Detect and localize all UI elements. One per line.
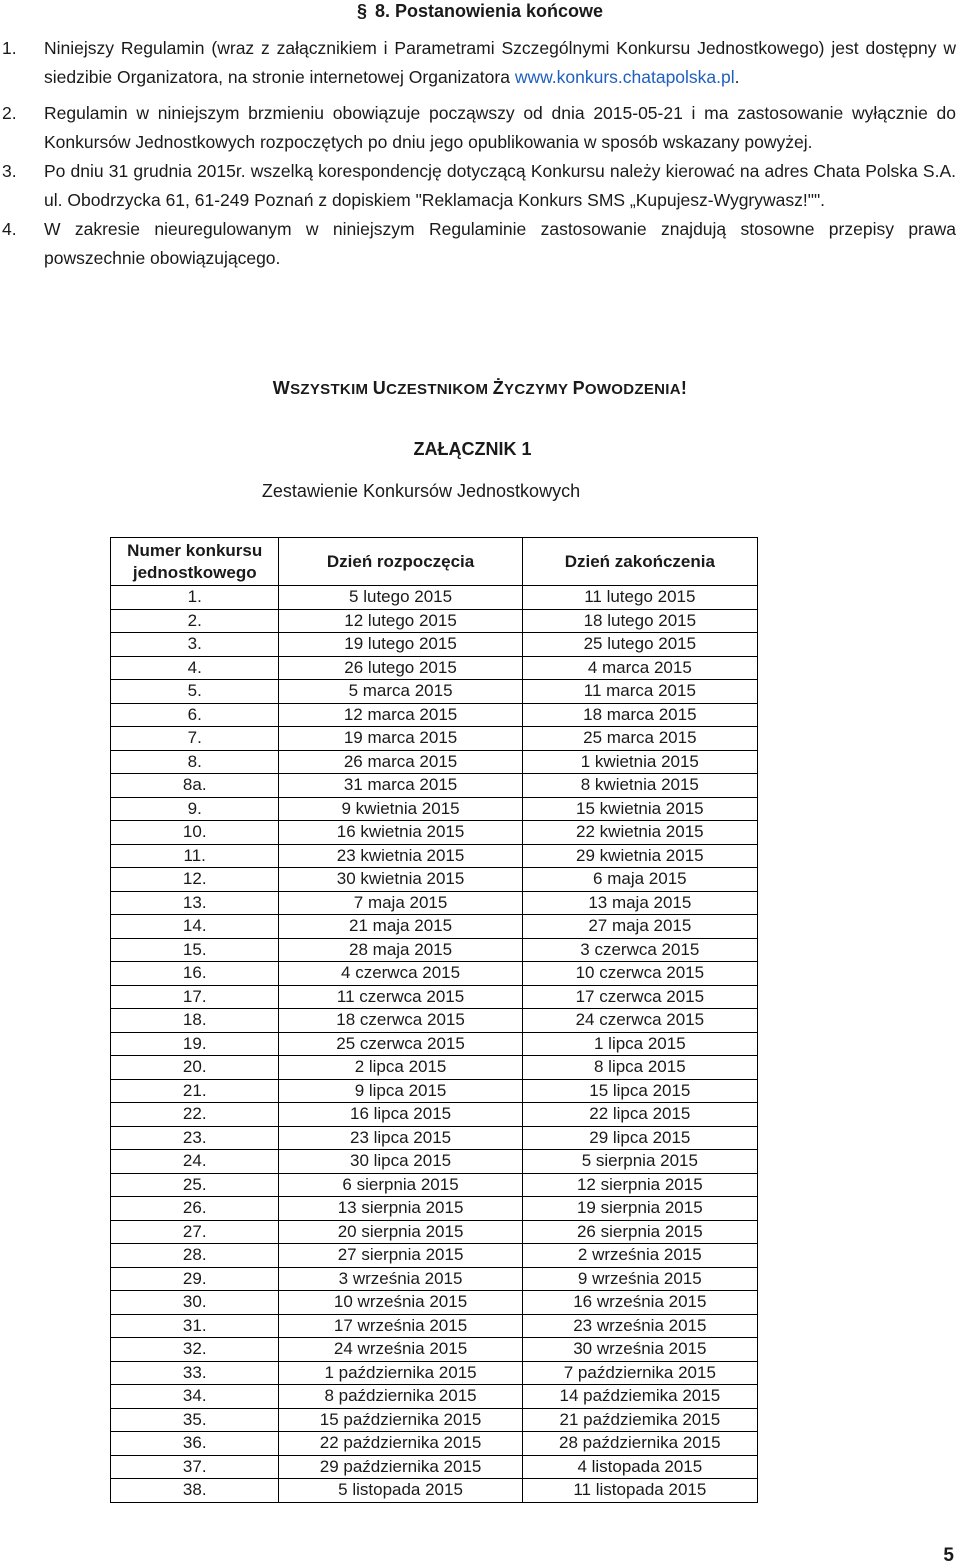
cell-start-date: 19 lutego 2015: [279, 633, 522, 657]
cell-end-date: 19 sierpnia 2015: [522, 1197, 757, 1221]
cell-end-date: 5 sierpnia 2015: [522, 1150, 757, 1174]
cell-start-date: 24 września 2015: [279, 1338, 522, 1362]
cell-contest-number: 10.: [111, 821, 279, 845]
cell-end-date: 29 lipca 2015: [522, 1126, 757, 1150]
section-heading: [0, 0, 960, 22]
cell-start-date: 3 września 2015: [279, 1267, 522, 1291]
wish-small: CZESTNIKOM: [386, 381, 493, 398]
rule-item-2: [0, 99, 960, 157]
cell-contest-number: 32.: [111, 1338, 279, 1362]
table-row: [111, 821, 758, 845]
cell-contest-number: 38.: [111, 1479, 279, 1503]
cell-start-date: 21 maja 2015: [279, 915, 522, 939]
cell-start-date: 4 czerwca 2015: [279, 962, 522, 986]
table-row: [111, 680, 758, 704]
cell-start-date: 8 października 2015: [279, 1385, 522, 1409]
cell-start-date: 5 lutego 2015: [279, 586, 522, 610]
cell-start-date: 2 lipca 2015: [279, 1056, 522, 1080]
table-row: [111, 1197, 758, 1221]
cell-start-date: 30 lipca 2015: [279, 1150, 522, 1174]
wish-cap: Ż: [492, 378, 505, 398]
cell-start-date: 1 października 2015: [279, 1361, 522, 1385]
table-row: [111, 985, 758, 1009]
cell-end-date: 29 kwietnia 2015: [522, 844, 757, 868]
cell-contest-number: 7.: [111, 727, 279, 751]
table-row: [111, 1244, 758, 1268]
table-row: [111, 1009, 758, 1033]
rule-text-end: .: [734, 67, 740, 87]
table-row: [111, 938, 758, 962]
cell-contest-number: 15.: [111, 938, 279, 962]
cell-end-date: 27 maja 2015: [522, 915, 757, 939]
cell-contest-number: 30.: [111, 1291, 279, 1315]
cell-contest-number: 29.: [111, 1267, 279, 1291]
table-row: [111, 868, 758, 892]
cell-start-date: 18 czerwca 2015: [279, 1009, 522, 1033]
cell-contest-number: 27.: [111, 1220, 279, 1244]
cell-end-date: 21 paździemika 2015: [522, 1408, 757, 1432]
cell-contest-number: 13.: [111, 891, 279, 915]
rule-text: Niniejszy Regulamin (wraz z załącznikiem i Parametrami Szczególnymi Konkursu Jednostkowego) jest dostępny w siedzibie Organizatora, na stronie internetowej Organizatora: [44, 38, 956, 87]
cell-start-date: 30 kwietnia 2015: [279, 868, 522, 892]
cell-start-date: 5 marca 2015: [279, 680, 522, 704]
cell-end-date: 3 czerwca 2015: [522, 938, 757, 962]
annex-subtitle: Zestawienie Konkursów Jednostkowych: [261, 481, 581, 501]
rule-text: Regulamin w niniejszym brzmieniu obowiązuje począwszy od dnia 2015-05-21 i ma zastosowanie wyłącznie do Konkursów Jednostkowych rozpoczętych po dniu jego opublikowania w sposób wskazany powyżej.: [44, 103, 956, 152]
cell-contest-number: 14.: [111, 915, 279, 939]
cell-end-date: 6 maja 2015: [522, 868, 757, 892]
cell-contest-number: 12.: [111, 868, 279, 892]
cell-contest-number: 2.: [111, 609, 279, 633]
table-row: [111, 1479, 758, 1503]
cell-end-date: 25 lutego 2015: [522, 633, 757, 657]
table-row: [111, 1291, 758, 1315]
cell-start-date: 12 marca 2015: [279, 703, 522, 727]
cell-end-date: 18 lutego 2015: [522, 609, 757, 633]
cell-contest-number: 31.: [111, 1314, 279, 1338]
cell-start-date: 31 marca 2015: [279, 774, 522, 798]
table-row: [111, 656, 758, 680]
cell-start-date: 26 lutego 2015: [279, 656, 522, 680]
table-row: [111, 1361, 758, 1385]
cell-start-date: 7 maja 2015: [279, 891, 522, 915]
table-row: [111, 1220, 758, 1244]
cell-contest-number: 11.: [111, 844, 279, 868]
table-body: [111, 586, 758, 1503]
table-row: [111, 1173, 758, 1197]
table-row: [111, 891, 758, 915]
cell-start-date: 12 lutego 2015: [279, 609, 522, 633]
cell-end-date: 18 marca 2015: [522, 703, 757, 727]
cell-start-date: 11 czerwca 2015: [279, 985, 522, 1009]
table-row: [111, 774, 758, 798]
cell-contest-number: 8a.: [111, 774, 279, 798]
cell-start-date: 23 lipca 2015: [279, 1126, 522, 1150]
cell-contest-number: 25.: [111, 1173, 279, 1197]
table-row: [111, 1032, 758, 1056]
table-row: [111, 1338, 758, 1362]
table-header-row: [111, 538, 758, 586]
wish-cap: W: [272, 378, 291, 398]
table-row: [111, 1056, 758, 1080]
table-row: [111, 1314, 758, 1338]
cell-end-date: 4 marca 2015: [522, 656, 757, 680]
table-row: [111, 1385, 758, 1409]
cell-end-date: 24 czerwca 2015: [522, 1009, 757, 1033]
cell-end-date: 8 kwietnia 2015: [522, 774, 757, 798]
table-row: [111, 609, 758, 633]
rule-number: 2.: [2, 103, 17, 123]
cell-end-date: 2 września 2015: [522, 1244, 757, 1268]
cell-contest-number: 3.: [111, 633, 279, 657]
cell-end-date: 1 lipca 2015: [522, 1032, 757, 1056]
cell-end-date: 30 września 2015: [522, 1338, 757, 1362]
rule-text: W zakresie nieuregulowanym w niniejszym Regulaminie zastosowanie znajdują stosowne przepisy prawa powszechnie obowiązującego.: [44, 219, 956, 268]
cell-start-date: 29 października 2015: [279, 1455, 522, 1479]
rules-list: [0, 34, 960, 273]
cell-contest-number: 20.: [111, 1056, 279, 1080]
cell-end-date: 10 czerwca 2015: [522, 962, 757, 986]
rule-number: 4.: [2, 219, 17, 239]
cell-contest-number: 33.: [111, 1361, 279, 1385]
wish-small: OWODZENIA: [584, 381, 681, 398]
cell-start-date: 17 września 2015: [279, 1314, 522, 1338]
cell-start-date: 6 sierpnia 2015: [279, 1173, 522, 1197]
cell-end-date: 9 września 2015: [522, 1267, 757, 1291]
cell-contest-number: 28.: [111, 1244, 279, 1268]
cell-end-date: 13 maja 2015: [522, 891, 757, 915]
cell-end-date: 8 lipca 2015: [522, 1056, 757, 1080]
header-start-date: Dzień rozpoczęcia: [279, 538, 522, 586]
cell-contest-number: 4.: [111, 656, 279, 680]
wish-cap: U: [372, 378, 387, 398]
wish-cap: P: [572, 378, 585, 398]
cell-end-date: 4 listopada 2015: [522, 1455, 757, 1479]
page-number: 5: [943, 1545, 954, 1566]
table-row: [111, 1455, 758, 1479]
cell-start-date: 22 października 2015: [279, 1432, 522, 1456]
good-luck-message: [0, 378, 960, 399]
cell-end-date: 28 października 2015: [522, 1432, 757, 1456]
cell-contest-number: 21.: [111, 1079, 279, 1103]
cell-start-date: 9 lipca 2015: [279, 1079, 522, 1103]
cell-contest-number: 6.: [111, 703, 279, 727]
header-end-date: Dzień zakończenia: [522, 538, 757, 586]
cell-contest-number: 19.: [111, 1032, 279, 1056]
table-row: [111, 633, 758, 657]
cell-contest-number: 1.: [111, 586, 279, 610]
cell-end-date: 17 czerwca 2015: [522, 985, 757, 1009]
cell-start-date: 23 kwietnia 2015: [279, 844, 522, 868]
cell-end-date: 1 kwietnia 2015: [522, 750, 757, 774]
wish-cap: !: [680, 378, 688, 398]
cell-end-date: 11 listopada 2015: [522, 1479, 757, 1503]
cell-start-date: 5 listopada 2015: [279, 1479, 522, 1503]
cell-end-date: 16 września 2015: [522, 1291, 757, 1315]
header-contest-number: Numer konkursu jednostkowego: [111, 538, 279, 586]
cell-end-date: 7 października 2015: [522, 1361, 757, 1385]
table-row: [111, 1408, 758, 1432]
cell-contest-number: 26.: [111, 1197, 279, 1221]
cell-contest-number: 34.: [111, 1385, 279, 1409]
cell-end-date: 26 sierpnia 2015: [522, 1220, 757, 1244]
cell-contest-number: 5.: [111, 680, 279, 704]
cell-end-date: 11 marca 2015: [522, 680, 757, 704]
cell-end-date: 14 paździemika 2015: [522, 1385, 757, 1409]
cell-start-date: 26 marca 2015: [279, 750, 522, 774]
cell-start-date: 10 września 2015: [279, 1291, 522, 1315]
table-row: [111, 1103, 758, 1127]
table-row: [111, 1432, 758, 1456]
rule-item-1: [0, 34, 960, 92]
table-row: [111, 844, 758, 868]
cell-contest-number: 9.: [111, 797, 279, 821]
rule-item-3: [0, 157, 960, 215]
rule-number: 3.: [2, 161, 17, 181]
cell-contest-number: 23.: [111, 1126, 279, 1150]
cell-contest-number: 17.: [111, 985, 279, 1009]
section-title: 8. Postanowienia końcowe: [374, 1, 604, 21]
wish-small: SZYSTKIM: [290, 381, 373, 398]
cell-start-date: 20 sierpnia 2015: [279, 1220, 522, 1244]
cell-start-date: 27 sierpnia 2015: [279, 1244, 522, 1268]
table-row: [111, 915, 758, 939]
table-row: [111, 797, 758, 821]
cell-start-date: 16 kwietnia 2015: [279, 821, 522, 845]
contest-schedule-table: [110, 537, 758, 1503]
cell-contest-number: 16.: [111, 962, 279, 986]
annex-title: ZAŁĄCZNIK 1: [413, 439, 532, 459]
table-row: [111, 1267, 758, 1291]
cell-contest-number: 18.: [111, 1009, 279, 1033]
cell-end-date: 22 lipca 2015: [522, 1103, 757, 1127]
cell-contest-number: 22.: [111, 1103, 279, 1127]
cell-end-date: 11 lutego 2015: [522, 586, 757, 610]
cell-contest-number: 8.: [111, 750, 279, 774]
cell-end-date: 22 kwietnia 2015: [522, 821, 757, 845]
cell-end-date: 25 marca 2015: [522, 727, 757, 751]
rule-number: 1.: [2, 38, 17, 58]
cell-end-date: 23 września 2015: [522, 1314, 757, 1338]
table-row: [111, 1126, 758, 1150]
wish-small: YCZYMY: [504, 381, 573, 398]
cell-contest-number: 37.: [111, 1455, 279, 1479]
table-row: [111, 727, 758, 751]
rule-text: Po dniu 31 grudnia 2015r. wszelką korespondencję dotyczącą Konkursu należy kierować na adres Chata Polska S.A. ul. Obodrzycka 61, 61-249 Poznań z dopiskiem "Reklamacja Konkurs SMS „Kupujesz-Wygrywasz!"".: [44, 161, 956, 210]
cell-end-date: 15 kwietnia 2015: [522, 797, 757, 821]
cell-contest-number: 36.: [111, 1432, 279, 1456]
cell-start-date: 13 sierpnia 2015: [279, 1197, 522, 1221]
cell-start-date: 19 marca 2015: [279, 727, 522, 751]
section-symbol: §: [356, 1, 367, 21]
cell-start-date: 15 października 2015: [279, 1408, 522, 1432]
table-row: [111, 703, 758, 727]
cell-end-date: 12 sierpnia 2015: [522, 1173, 757, 1197]
cell-start-date: 28 maja 2015: [279, 938, 522, 962]
cell-start-date: 16 lipca 2015: [279, 1103, 522, 1127]
cell-contest-number: 35.: [111, 1408, 279, 1432]
cell-end-date: 15 lipca 2015: [522, 1079, 757, 1103]
table-row: [111, 750, 758, 774]
rule-item-4: [0, 215, 960, 273]
table-row: [111, 586, 758, 610]
cell-contest-number: 24.: [111, 1150, 279, 1174]
table-row: [111, 962, 758, 986]
organizer-website-link[interactable]: www.konkurs.chatapolska.pl: [514, 67, 735, 87]
table-row: [111, 1150, 758, 1174]
cell-start-date: 25 czerwca 2015: [279, 1032, 522, 1056]
cell-start-date: 9 kwietnia 2015: [279, 797, 522, 821]
table-row: [111, 1079, 758, 1103]
